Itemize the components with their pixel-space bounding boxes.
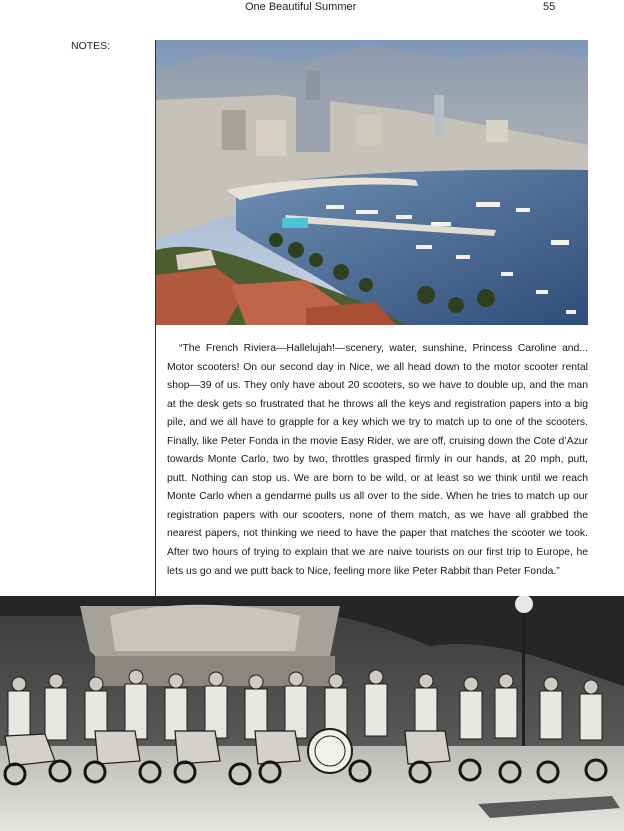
notes-label: NOTES: — [71, 40, 111, 52]
scooter-group-photo — [0, 596, 624, 831]
monaco-harbor-photo — [156, 40, 588, 325]
running-title: One Beautiful Summer — [245, 1, 357, 13]
story-paragraph: “The French Riviera—Hallelujah!—scenery, water, sunshine, Princess Caroline and... Motor scooters! On our second day in Nice, we all head down to the motor scooter rental shop—39 of us. They only have about 20 scooters, so we have to double up, and the man at the desk gets so frustrated that he throws all the keys and registration papers into a big pile, and we all have to grapple for a key which we try to match up to one of the scooters. Finally, like Peter Fonda in the movie Easy Rider, we are off, cruising down the Cote d’Azur towards Monte Carlo, two by two, throttles grasped firmly in our hands, at 20 mph, putt, putt. Nothing can stop us. We are born to be wild, or at least so we think until we reach Monte Carlo when a gendarme pulls us all over to the side. When he tries to match up our registration papers with our scooters, none of them match, as we have all grabbed the nearest papers, not thinking we need to have the paper that matches the scooter we took. After two hours of trying to explain that we are naive tourists on our first trip to Europe, he lets us go and we putt back to Nice, feeling more like Peter Rabbit than Peter Fonda.” — [167, 343, 588, 577]
page-number: 55 — [543, 1, 556, 13]
